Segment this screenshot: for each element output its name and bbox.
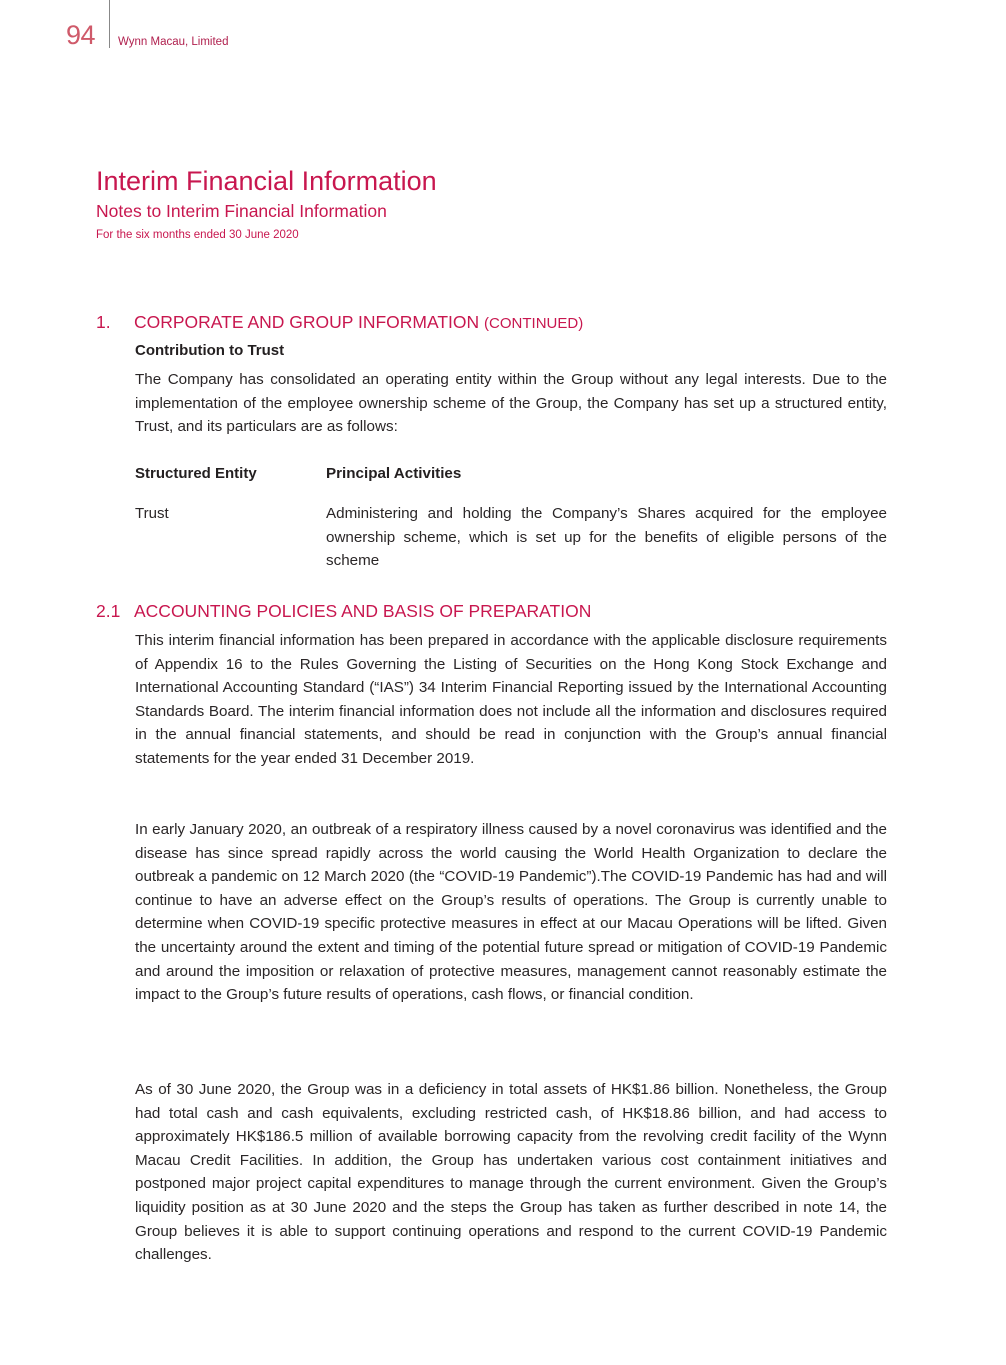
- page-subtitle: Notes to Interim Financial Information: [96, 201, 387, 221]
- section-2-1-heading: [96, 601, 896, 625]
- page-number: 94: [66, 20, 96, 50]
- reporting-period: For the six months ended 30 June 2020: [96, 229, 299, 241]
- table-cell-entity: Trust: [135, 505, 169, 522]
- header-divider: [109, 0, 110, 48]
- paragraph: The Company has consolidated an operating entity within the Group without any legal interests. Due to the implementation of the employee ownership scheme of the Group, the Company has set up a structured entity, Trust, and its particulars are as follows:: [135, 371, 887, 436]
- table-header-activities: Principal Activities: [326, 465, 462, 482]
- paragraph: This interim financial information has been prepared in accordance with the applicable disclosure requirements of Appendix 16 to the Rules Governing the Listing of Securities on the Hong Kong Stock Exchange and International Accounting Standard (“IAS”) 34 Interim Financial Reporting issued by the International Accounting Standards Board. The interim financial information does not include all the information and disclosures required in the annual financial statements, and should be read in conjunction with the Group’s annual financial statements for the year ended 31 December 2019.: [135, 632, 887, 767]
- table-cell-activities: Administering and holding the Company’s Shares acquired for the employee ownership scheme, which is set up for the benefits of eligible persons of the scheme: [326, 505, 887, 570]
- company-name: Wynn Macau, Limited: [118, 36, 229, 48]
- page-title: Interim Financial Information: [96, 166, 437, 196]
- section-number: 2.1: [96, 601, 121, 621]
- table-header-entity: Structured Entity: [135, 465, 257, 482]
- section-title: ACCOUNTING POLICIES AND BASIS OF PREPARATION: [134, 601, 592, 621]
- section-1-heading: [96, 312, 896, 336]
- section-title: CORPORATE AND GROUP INFORMATION: [134, 312, 480, 332]
- paragraph: In early January 2020, an outbreak of a respiratory illness caused by a novel coronavirus was identified and the disease has since spread rapidly across the world causing the World Health Organization to declare the outbreak a pandemic on 12 March 2020 (the “COVID-19 Pandemic”).The COVID-19 Pandemic has had and will continue to have an adverse effect on the Group’s results of operations. The Group is currently unable to determine when COVID-19 specific protective measures in effect at our Macau Operations will be lifted. Given the uncertainty around the extent and timing of the potential future spread or mitigation of COVID-19 Pandemic and around the imposition or relaxation of protective measures, management cannot reasonably estimate the impact to the Group’s future results of operations, cash flows, or financial condition.: [135, 821, 887, 1004]
- section-number: 1.: [96, 312, 111, 332]
- paragraph: As of 30 June 2020, the Group was in a deficiency in total assets of HK$1.86 billion. Nonetheless, the Group had total cash and cash equivalents, excluding restricted cash, of HK$18.86 billion, and had access to approximately HK$186.5 million of available borrowing capacity from the revolving credit facility of the Wynn Macau Credit Facilities. In addition, the Group has undertaken various cost containment initiatives and postponed major project capital expenditures to manage through the current environment. Given the Group’s liquidity position as at 30 June 2020 and the steps the Group has taken as further described in note 14, the Group believes it is able to support continuing operations and respond to the current COVID-19 Pandemic challenges.: [135, 1081, 887, 1264]
- subheading-contribution-to-trust: Contribution to Trust: [135, 342, 285, 359]
- continued-label: (CONTINUED): [484, 315, 584, 332]
